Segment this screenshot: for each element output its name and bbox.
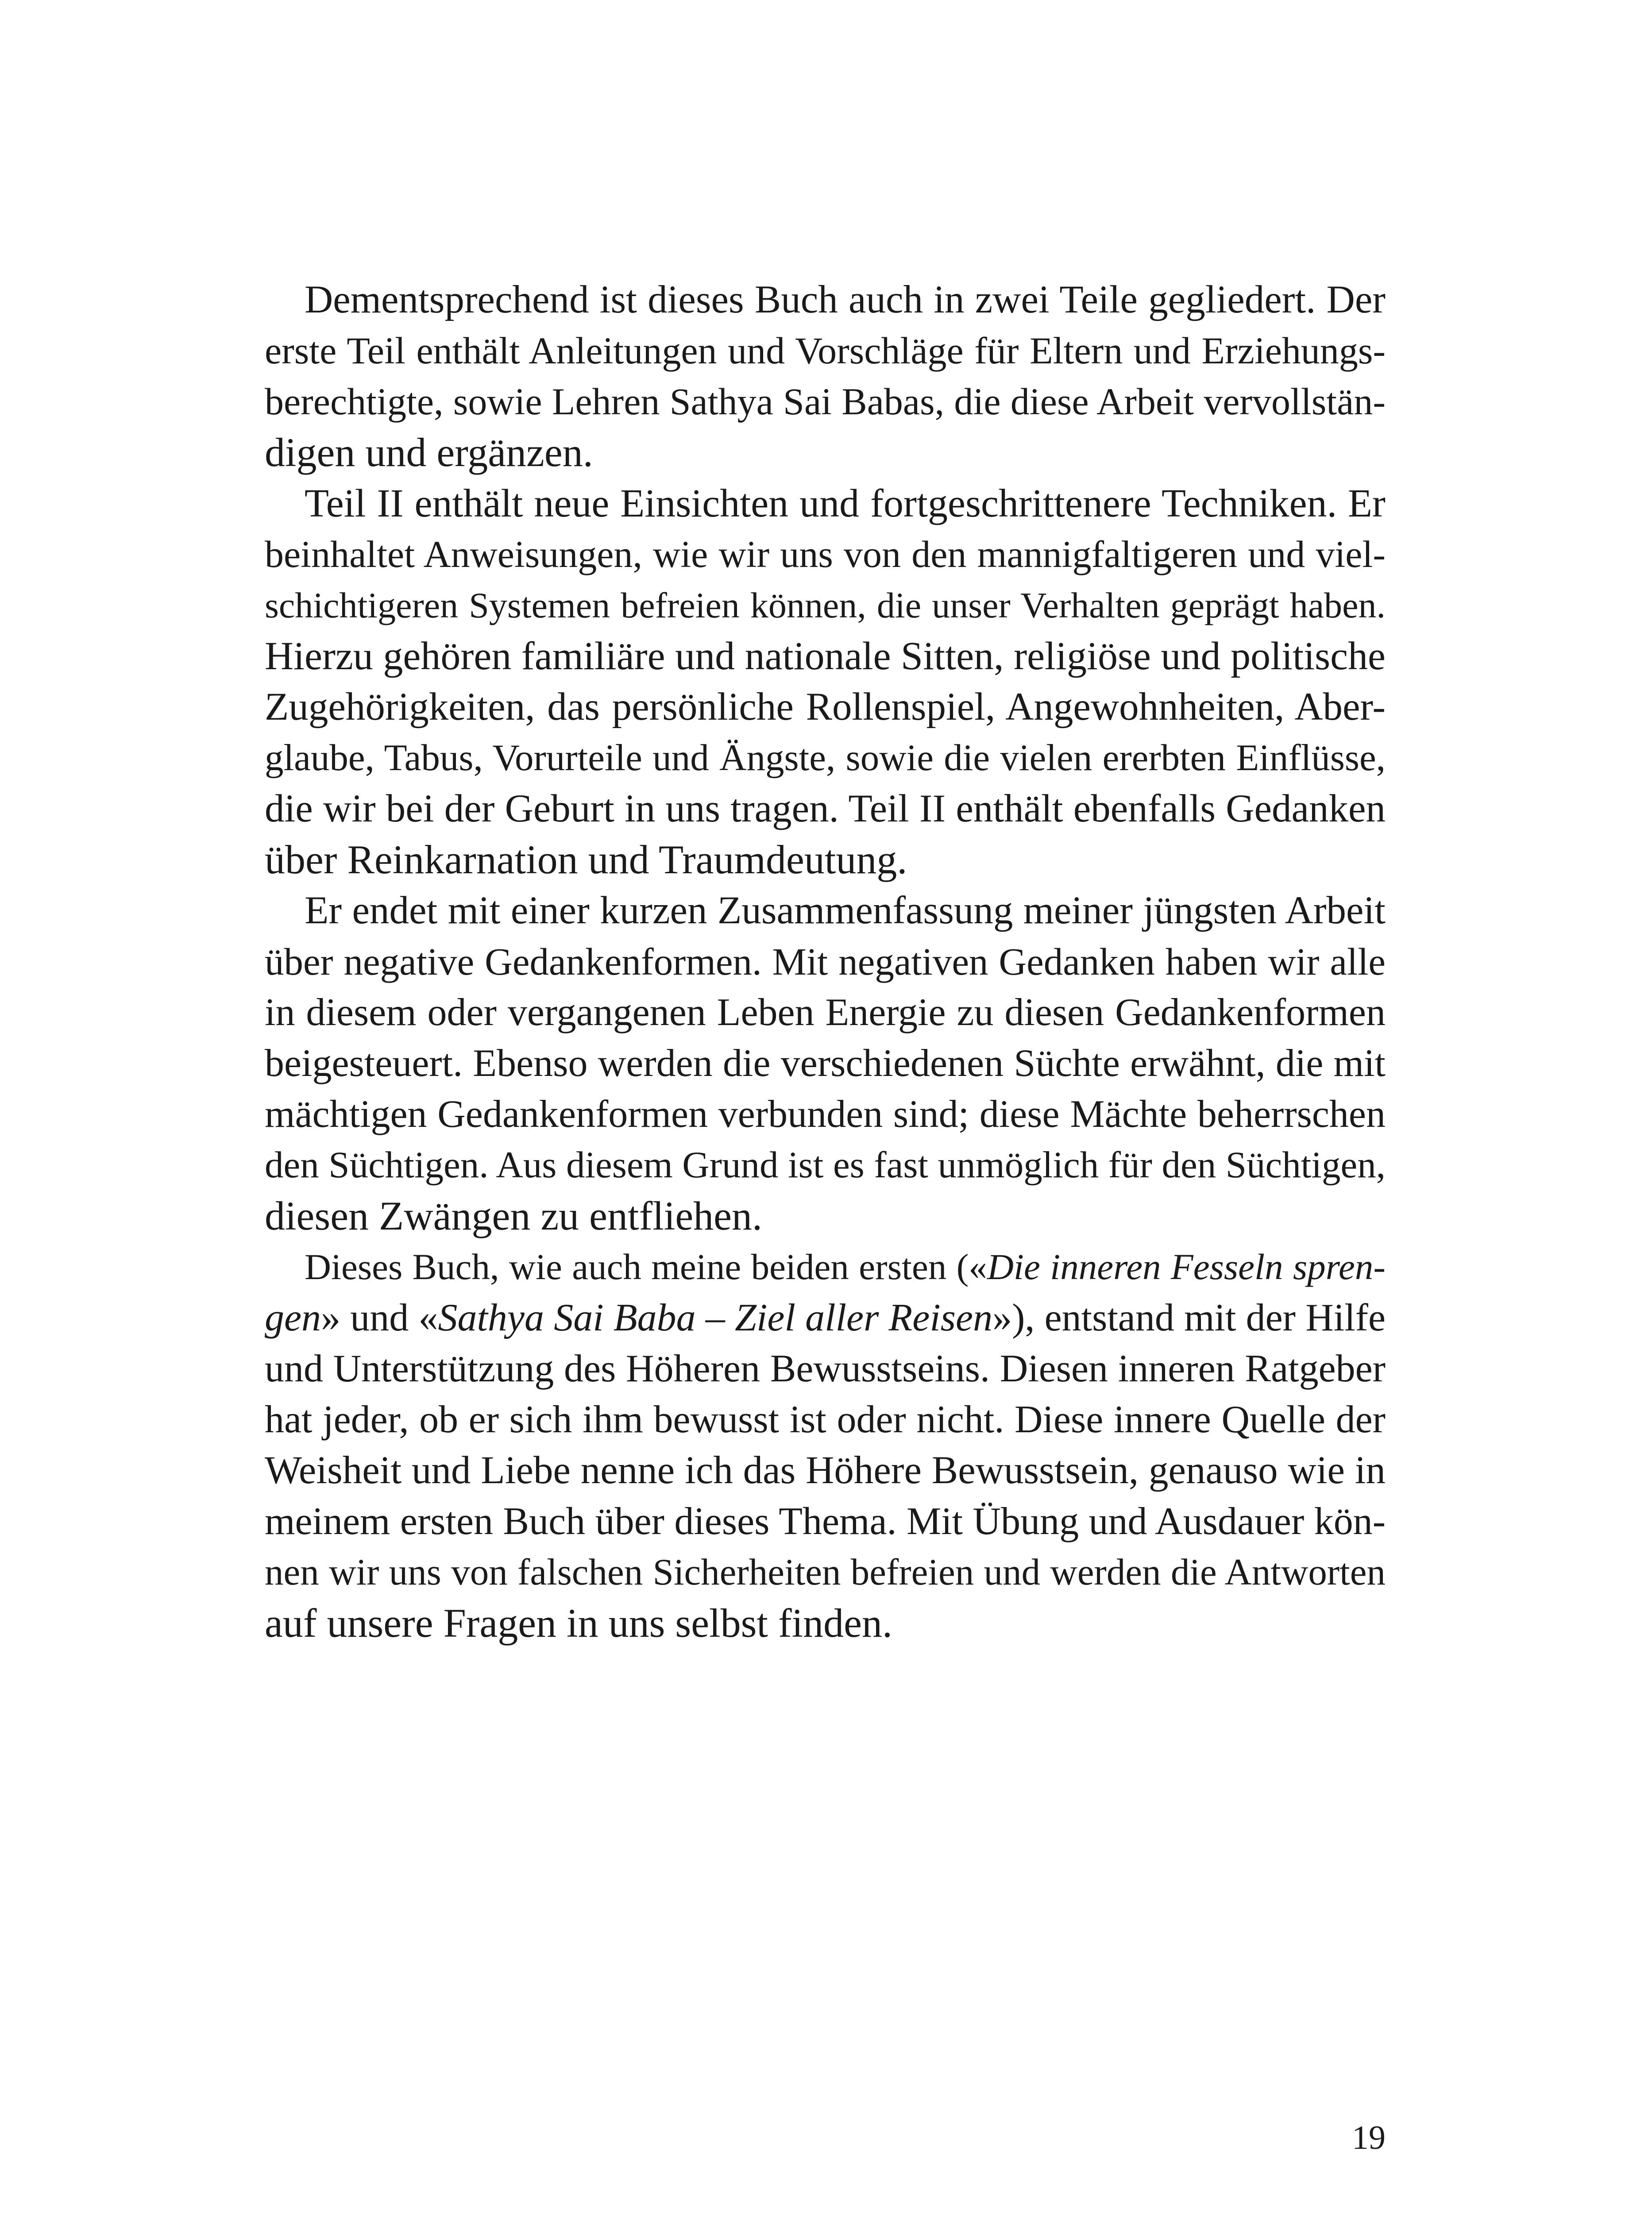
text-line: Dementsprechend ist dieses Buch auch in zwei Teile gegliedert. Der <box>305 278 1386 321</box>
text-line: beigesteuert. Ebenso werden die verschiedenen Süchte erwähnt, die mit <box>265 1042 1386 1085</box>
text-line: mächtigen Gedankenformen verbunden sind; diese Mächte beherrschen <box>265 1093 1386 1136</box>
book-title-italic: gen <box>265 1296 321 1339</box>
text-line: und Unterstützung des Höheren Bewusstseins. Diesen inneren Ratgeber <box>265 1347 1386 1390</box>
paragraph <box>265 1241 1386 1649</box>
text-line: erste Teil enthält Anleitungen und Vorschläge für Eltern und Erziehungs- <box>265 329 1386 372</box>
paragraph <box>265 478 1386 885</box>
body-text <box>265 274 1386 1649</box>
text-line: Zugehörigkeiten, das persönliche Rollenspiel, Angewohnheiten, Aber- <box>265 685 1386 729</box>
text-line: Er endet mit einer kurzen Zusammenfassung meiner jüngsten Arbeit <box>305 889 1386 932</box>
text-line <box>265 1241 1386 1292</box>
text-line: die wir bei der Geburt in uns tragen. Teil II enthält ebenfalls Gedanken <box>265 787 1386 830</box>
text-line: Weisheit und Liebe nenne ich das Höhere Bewusstsein, genauso wie in <box>265 1449 1386 1492</box>
text-line <box>265 1292 1386 1343</box>
text-line: hat jeder, ob er sich ihm bewusst ist oder nicht. Diese innere Quelle der <box>265 1398 1386 1441</box>
text-line: glaube, Tabus, Vorurteile und Ängste, sowie die vielen ererbten Einflüsse, <box>265 737 1386 779</box>
text-line: über Reinkarnation und Traumdeutung. <box>265 837 907 882</box>
text-line: digen und ergänzen. <box>265 430 593 475</box>
text-line: auf unsere Fragen in uns selbst finden. <box>265 1600 893 1646</box>
text-line: diesen Zwängen zu entfliehen. <box>265 1193 762 1238</box>
text-run: »), entstand mit der Hilfe <box>992 1296 1386 1339</box>
paragraph <box>265 885 1386 1241</box>
text-line: Hierzu gehören familiäre und nationale Sitten, religiöse und politische <box>265 634 1386 678</box>
text-line: meinem ersten Buch über dieses Thema. Mit Übung und Ausdauer kön- <box>265 1500 1386 1543</box>
text-line: über negative Gedankenformen. Mit negativen Gedanken haben wir alle <box>265 940 1386 983</box>
text-line: nen wir uns von falschen Sicherheiten befreien und werden die Antworten <box>265 1551 1386 1593</box>
page-number: 19 <box>1352 2119 1386 2156</box>
text-line: berechtigte, sowie Lehren Sathya Sai Babas, die diese Arbeit vervollstän- <box>265 380 1386 423</box>
text-line: Teil II enthält neue Einsichten und fortgeschrittenere Techniken. Er <box>305 482 1386 525</box>
text-line: beinhaltet Anweisungen, wie wir uns von den mannigfaltigeren und viel- <box>265 533 1386 575</box>
book-title-italic: Sathya Sai Baba – Ziel aller Reisen <box>438 1296 993 1339</box>
paragraph <box>265 274 1386 478</box>
text-line: schichtigeren Systemen befreien können, die unser Verhalten geprägt haben. <box>265 585 1386 625</box>
text-line: den Süchtigen. Aus diesem Grund ist es fast unmöglich für den Süchtigen, <box>265 1144 1386 1186</box>
book-title-italic: Die inneren Fesseln spren- <box>987 1246 1386 1287</box>
text-run: Dieses Buch, wie auch meine beiden ersten (« <box>305 1246 987 1287</box>
text-run: » und « <box>321 1296 438 1339</box>
text-line: in diesem oder vergangenen Leben Energie zu diesen Gedankenformen <box>265 991 1386 1034</box>
